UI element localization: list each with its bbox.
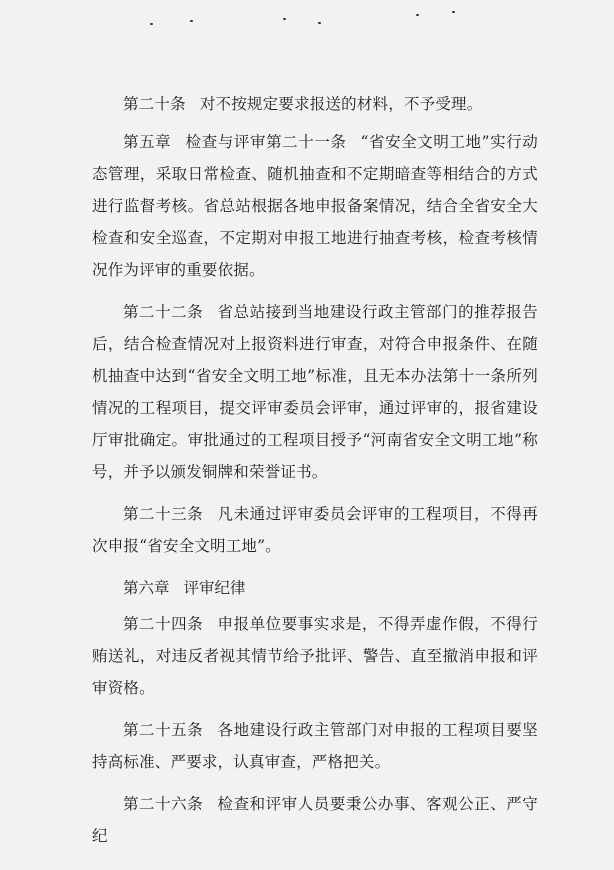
chapter-5-title: 检查与评审 xyxy=(185,133,267,151)
chapter-5-label: 第五章 xyxy=(123,133,172,151)
article-26-label: 第二十六条 xyxy=(123,795,204,813)
document-body xyxy=(92,88,538,862)
article-24-text: 申报单位要事实求是，不得弄虚作假，不得行贿送礼，对违反者视其情节给予批评、警告、直至撤消申报和评审资格。 xyxy=(92,615,538,697)
chapter-6-heading xyxy=(92,572,538,604)
article-25-label: 第二十五条 xyxy=(123,721,204,739)
article-22-label: 第二十二条 xyxy=(123,303,204,321)
article-23 xyxy=(92,498,538,562)
chapter-5-article-21 xyxy=(92,126,538,286)
article-23-label: 第二十三条 xyxy=(123,505,204,523)
article-25-text: 各地建设行政主管部门对申报的工程项目要坚持高标准、严要求，认真审查，严格把关。 xyxy=(92,721,538,771)
article-26 xyxy=(92,788,538,852)
article-21-label: 第二十一条 xyxy=(266,133,347,151)
article-20 xyxy=(92,88,538,120)
article-20-text: 对不按规定要求报送的材料，不予受理。 xyxy=(199,95,483,113)
article-20-label: 第二十条 xyxy=(123,95,186,113)
article-24-label: 第二十四条 xyxy=(123,615,204,633)
article-21-text: “省安全文明工地”实行动态管理，采取日常检查、随机抽查和不定期暗查等相结合的方式进行监督考核。省总站根据各地申报备案情况，结合全省安全大检查和安全巡查，不定期对申报工地进行抽查考核，检查考核情况作为评审的重要依据。 xyxy=(92,133,538,279)
article-26-text: 检查和评审人员要秉公办事、客观公正、严守纪 xyxy=(92,795,538,845)
chapter-6-title: 评审纪律 xyxy=(183,579,246,597)
article-22 xyxy=(92,296,538,488)
chapter-6-label: 第六章 xyxy=(123,579,170,597)
article-23-text: 凡未通过评审委员会评审的工程项目，不得再次申报“省安全文明工地”。 xyxy=(92,505,538,555)
article-22-text: 省总站接到当地建设行政主管部门的推荐报告后，结合检查情况对上报资料进行审查，对符合申报条件、在随机抽查中达到“省安全文明工地”标准，且无本办法第十一条所列情况的工程项目，提交评审委员会评审，通过评审的，报省建设厅审批确定。审批通过的工程项目授予“河南省安全文明工地”称号，并予以颁发铜牌和荣誉证书。 xyxy=(92,303,538,481)
article-24 xyxy=(92,608,538,704)
article-25 xyxy=(92,714,538,778)
